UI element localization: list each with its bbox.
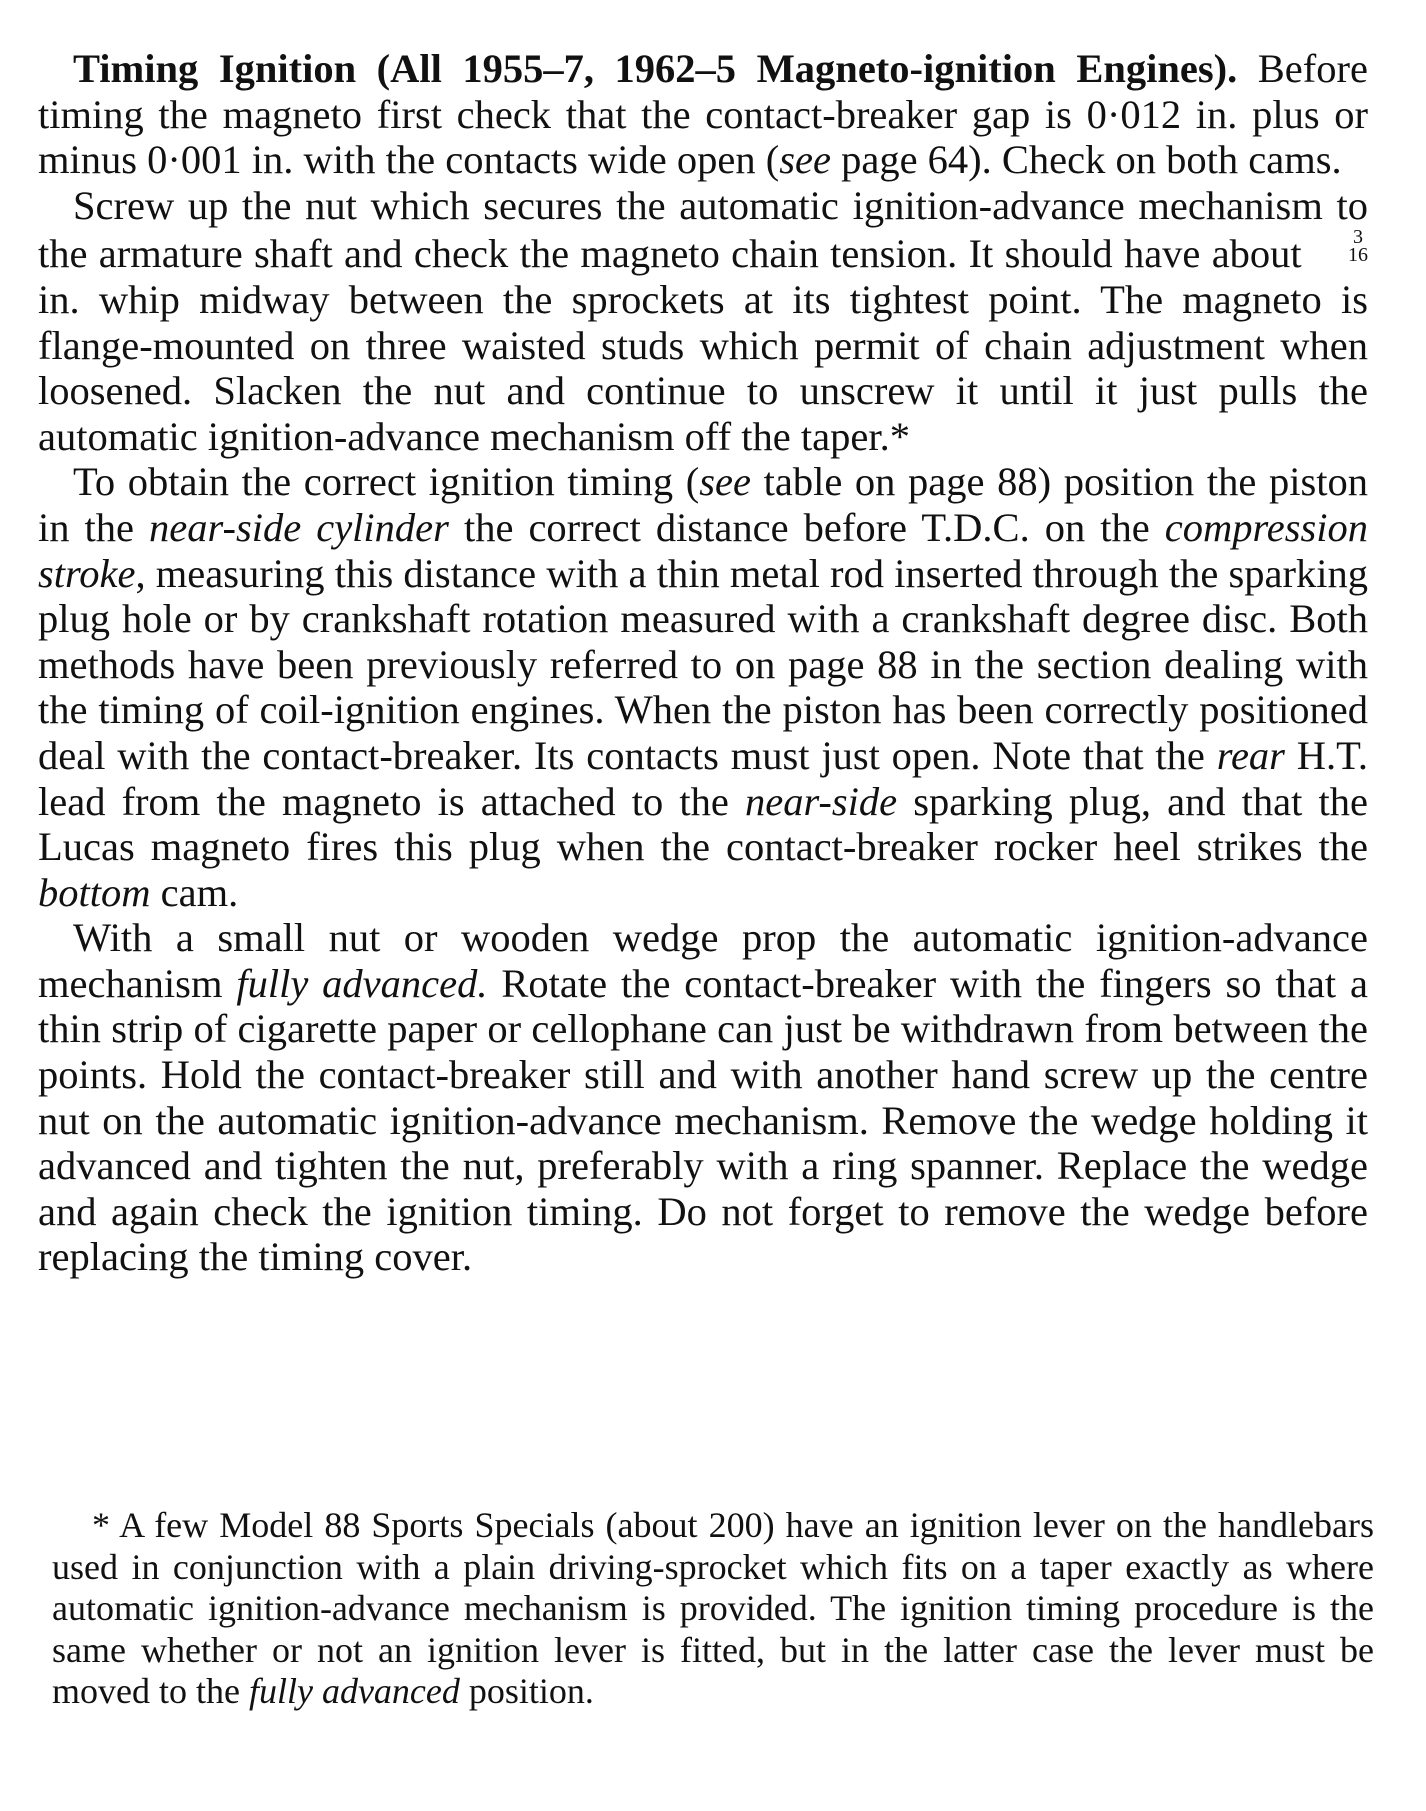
section-heading: Timing Ignition (All 1955–7, 1962–5 Magneto-ignition Engines). — [73, 46, 1238, 91]
footnote — [52, 1505, 1374, 1713]
italic-run: bottom — [38, 869, 151, 915]
fraction-numerator: 3 — [1353, 226, 1363, 249]
text-run: table on page 88) position the piston in the — [38, 459, 1368, 550]
italic-run: fully advanced. — [236, 960, 488, 1006]
text-run: Rotate the contact-breaker with the fingers so that a thin strip of cigarette paper or cellophane can just be withdrawn from between the points. Hold the contact-breaker still and with another hand screw up the centre nut on the automatic ignition-advance mechanism. Remove the wedge holding it advanced and tighten the nut, preferably with a ring spanner. Replace the wedge and again check the ignition timing. Do not forget to remove the wedge before replacing the timing cover. — [38, 960, 1368, 1280]
italic-run: fully advanced — [248, 1671, 460, 1711]
italic-run: rear — [1216, 732, 1285, 778]
text-run: H.T. lead from the magneto is attached to the — [38, 732, 1369, 824]
italic-run: see — [779, 137, 831, 183]
text-run: position. — [459, 1671, 594, 1711]
paragraph-timing-ignition — [38, 46, 1368, 183]
fraction — [1313, 226, 1368, 267]
italic-run: compression stroke — [38, 504, 1368, 596]
italic-run: near-side — [744, 778, 898, 824]
fraction-denominator: 16 — [1348, 244, 1368, 267]
text-run: the correct distance before T.D.C. on the — [448, 504, 1165, 550]
text-run: sparking plug, and that the Lucas magneto fires this plug when the contact-breaker rocker heel strikes the — [38, 778, 1369, 870]
text-run: Before timing the magneto first check that the contact-breaker gap is 0·012 in. plus or minus 0·001 in. with the contacts wide open ( — [38, 46, 1368, 183]
main-text — [38, 46, 1368, 1280]
paragraph-piston-position — [38, 459, 1368, 915]
italic-run: near-side cylinder — [149, 504, 449, 550]
text-run: page 64). Check on both cams. — [830, 137, 1342, 183]
text-run: With a small nut or wooden wedge prop the automatic ignition-advance mechanism — [38, 915, 1368, 1006]
text-run: To obtain the correct ignition timing ( — [73, 459, 700, 505]
text-run: in. whip midway between the sprockets at its tightest point. The magneto is flange-mounted on three waisted studs which permit of chain adjustment when loosened. Slacken the nut and continue to unscrew it until it just pulls the automatic ignition-advance mechanism off the taper.* — [38, 276, 1368, 459]
text-run: , measuring this distance with a thin metal rod inserted through the sparking plug hole or by crankshaft rotation measured with a crankshaft degree disc. Both methods have been previously referred to on page 88 in the section dealing with the timing of coil-ignition engines. When the piston has been correctly positioned deal with the contact-breaker. Its contacts must just open. Note that the — [38, 550, 1368, 778]
paragraph-wedge-procedure — [38, 915, 1368, 1280]
text-run: * A few Model 88 Sports Specials (about 200) have an ignition lever on the handlebars used in conjunction with a plain driving-sprocket which fits on a taper exactly as where automatic ignition-advance mechanism is provided. The ignition timing procedure is the same whether or not an ignition lever is fitted, but in the latter case the lever must be moved to the — [52, 1505, 1374, 1711]
italic-run: see — [699, 459, 751, 505]
text-run: cam. — [150, 869, 239, 915]
paragraph-chain-tension — [38, 183, 1368, 460]
text-run: Screw up the nut which secures the automatic ignition-advance mechanism to the armature shaft and check the magneto chain tension. It should have about — [38, 182, 1368, 277]
